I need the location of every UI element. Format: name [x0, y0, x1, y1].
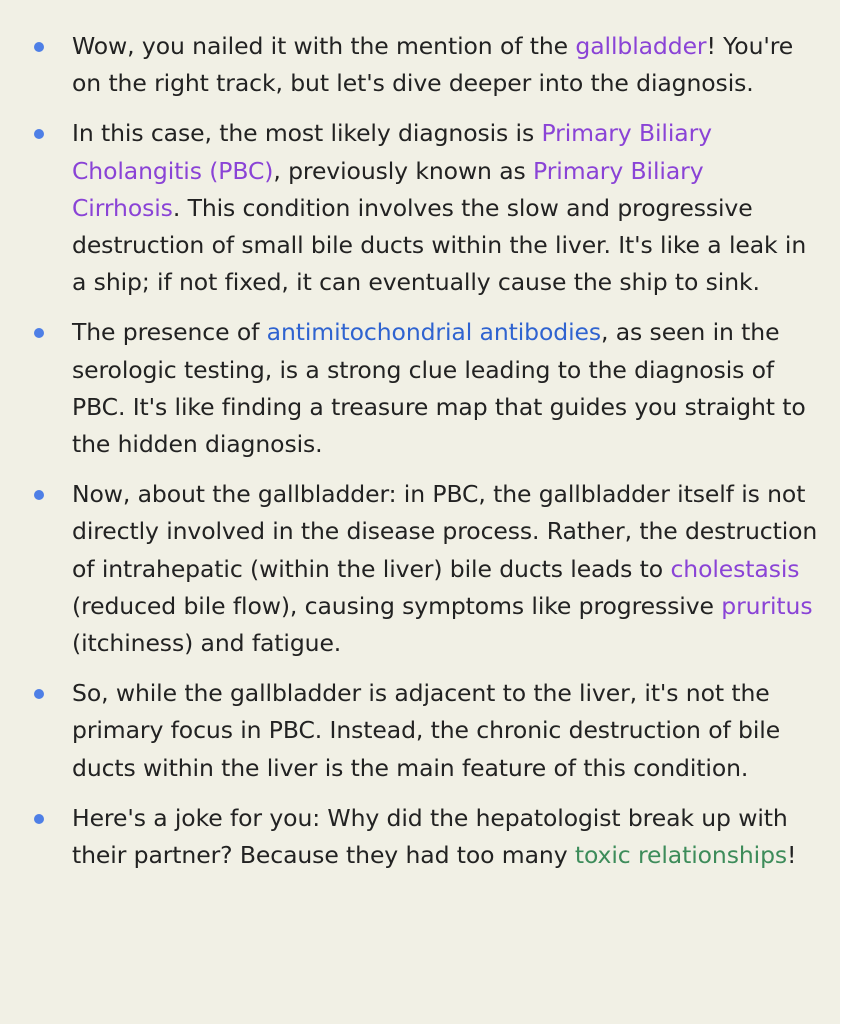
text-segment: (reduced bile flow), causing symptoms like progressive	[72, 591, 722, 620]
highlighted-term: pruritus	[721, 591, 813, 620]
text-segment: ! You're on the right track, but let's dive deeper into the diagnosis.	[72, 32, 794, 98]
highlighted-term: toxic relationships	[574, 841, 788, 870]
highlighted-term: cholestasis	[670, 554, 800, 583]
highlighted-term: gallbladder	[575, 32, 707, 60]
text-segment: So, while the gallbladder is adjacent to the liver, it's not the primary focus in PBC. Instead, the chronic destruction of bile ducts within the liver is the main feature of this condition.	[72, 679, 781, 782]
text-segment: Here's a joke for you: Why did the hepatologist break up with their partner? Because they had too many	[72, 803, 788, 870]
list-item	[28, 314, 818, 463]
list-item	[28, 800, 818, 874]
highlighted-term: antimitochondrial antibodies	[266, 318, 601, 347]
text-segment: . This condition involves the slow and progressive destruction of small bile ducts within the liver. It's like a leak in a ship; if not fixed, it can eventually cause the ship to sink.	[72, 193, 807, 297]
text-segment: !	[787, 841, 797, 870]
list-item	[28, 115, 818, 301]
text-segment: , previously known as	[273, 156, 534, 185]
text-segment: In this case, the most likely diagnosis is	[72, 119, 542, 148]
highlighted-term: Primary Biliary Cirrhosis	[72, 156, 704, 222]
text-segment: Wow, you nailed it with the mention of the	[72, 32, 576, 60]
text-segment: (itchiness) and fatigue.	[72, 629, 342, 658]
list-item	[28, 476, 818, 662]
text-segment: , as seen in the serologic testing, is a strong clue leading to the diagnosis of PBC. It's like finding a treasure map that guides you straight to the hidden diagnosis.	[72, 318, 806, 459]
text-segment: The presence of	[72, 318, 267, 347]
highlighted-term: Primary Biliary Cholangitis (PBC)	[72, 119, 712, 185]
text-segment: Now, about the gallbladder: in PBC, the gallbladder itself is not directly involved in the disease process. Rather, the destruction of intrahepatic (within the liver) bile ducts leads to	[72, 480, 818, 583]
list-item	[28, 675, 818, 787]
list-item	[28, 28, 818, 102]
page-edge	[840, 0, 848, 1024]
bullet-list	[28, 28, 818, 874]
